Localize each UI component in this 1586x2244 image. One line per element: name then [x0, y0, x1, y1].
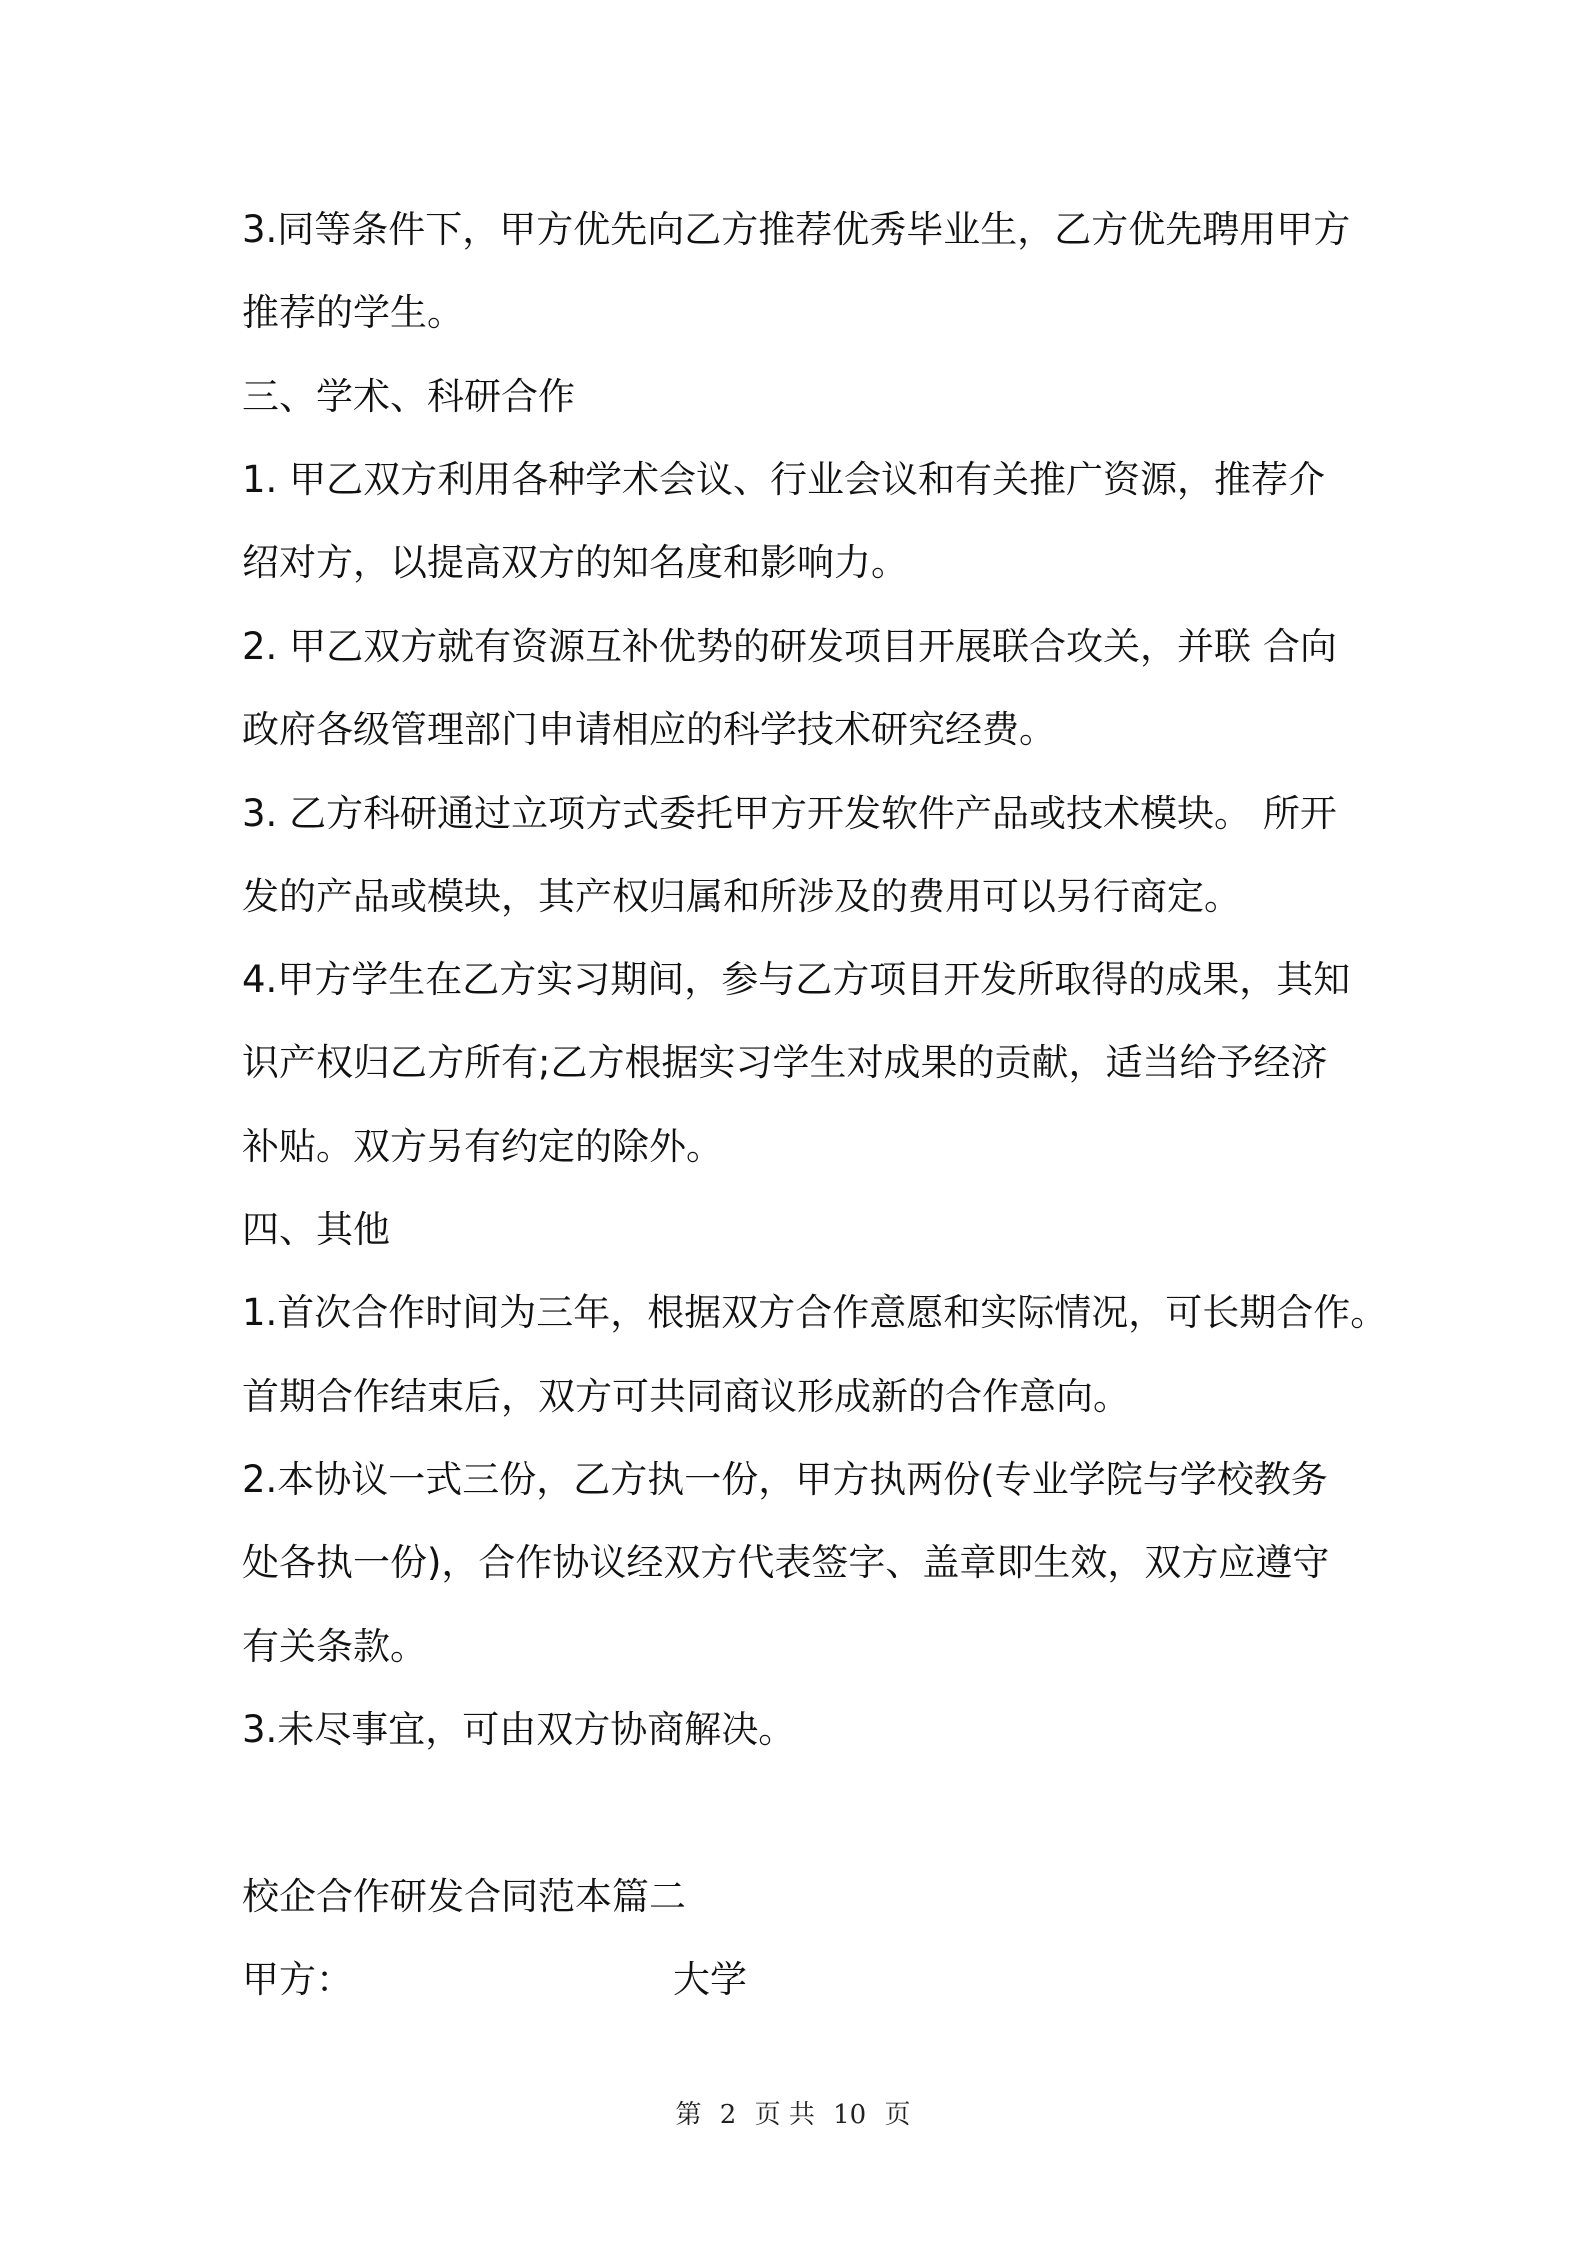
text-line: 政府各级管理部门申请相应的科学技术研究经费。: [242, 708, 1056, 751]
section-heading: 三、学术、科研合作: [242, 375, 575, 418]
text-line: 2. 甲乙双方就有资源互补优势的研发项目开展联合攻关，并联 合向: [242, 625, 1337, 668]
footer-mid: 页 共: [754, 2100, 815, 2130]
party-a-line: [242, 1955, 747, 2005]
footer-total-pages: 10: [833, 2100, 867, 2130]
text-line: 绍对方，以提高双方的知名度和影响力。: [242, 541, 908, 584]
footer-prefix: 第: [675, 2100, 702, 2130]
text-line: 3. 乙方科研通过立项方式委托甲方开发软件产品或技术模块。 所开: [242, 792, 1337, 835]
text-line: 处各执一份)，合作协议经双方代表签字、盖章即生效，双方应遵守: [242, 1541, 1330, 1584]
text-line: 补贴。双方另有约定的除外。: [242, 1125, 723, 1168]
party-a-value: 大学: [673, 1958, 747, 2001]
text-line: 有关条款。: [242, 1625, 427, 1668]
text-line: 1. 甲乙双方利用各种学术会议、行业会议和有关推广资源，推荐介: [242, 458, 1326, 501]
text-line: 3.未尽事宜，可由双方协商解决。: [242, 1708, 796, 1751]
party-a-label: 甲方：: [242, 1958, 353, 2001]
text-line: 4.甲方学生在乙方实习期间，参与乙方项目开发所取得的成果，其知: [242, 958, 1351, 1001]
text-line: 2.本协议一式三份，乙方执一份，甲方执两份(专业学院与学校教务: [242, 1458, 1328, 1501]
text-line: 推荐的学生。: [242, 291, 464, 334]
section-heading: 四、其他: [242, 1208, 390, 1251]
text-line: 识产权归乙方所有;乙方根据实习学生对成果的贡献，适当给予经济: [242, 1041, 1328, 1084]
document-title: 校企合作研发合同范本篇二: [242, 1875, 686, 1918]
text-line: 首期合作结束后，双方可共同商议形成新的合作意向。: [242, 1375, 1130, 1418]
page-footer: [0, 2098, 1586, 2132]
text-line: 发的产品或模块，其产权归属和所涉及的费用可以另行商定。: [242, 875, 1241, 918]
text-line: 3.同等条件下，甲方优先向乙方推荐优秀毕业生，乙方优先聘用甲方: [242, 208, 1351, 251]
footer-suffix: 页: [884, 2100, 911, 2130]
footer-page-number: 2: [719, 2100, 737, 2130]
text-line: 1.首次合作时间为三年，根据双方合作意愿和实际情况，可长期合作。: [242, 1291, 1388, 1334]
